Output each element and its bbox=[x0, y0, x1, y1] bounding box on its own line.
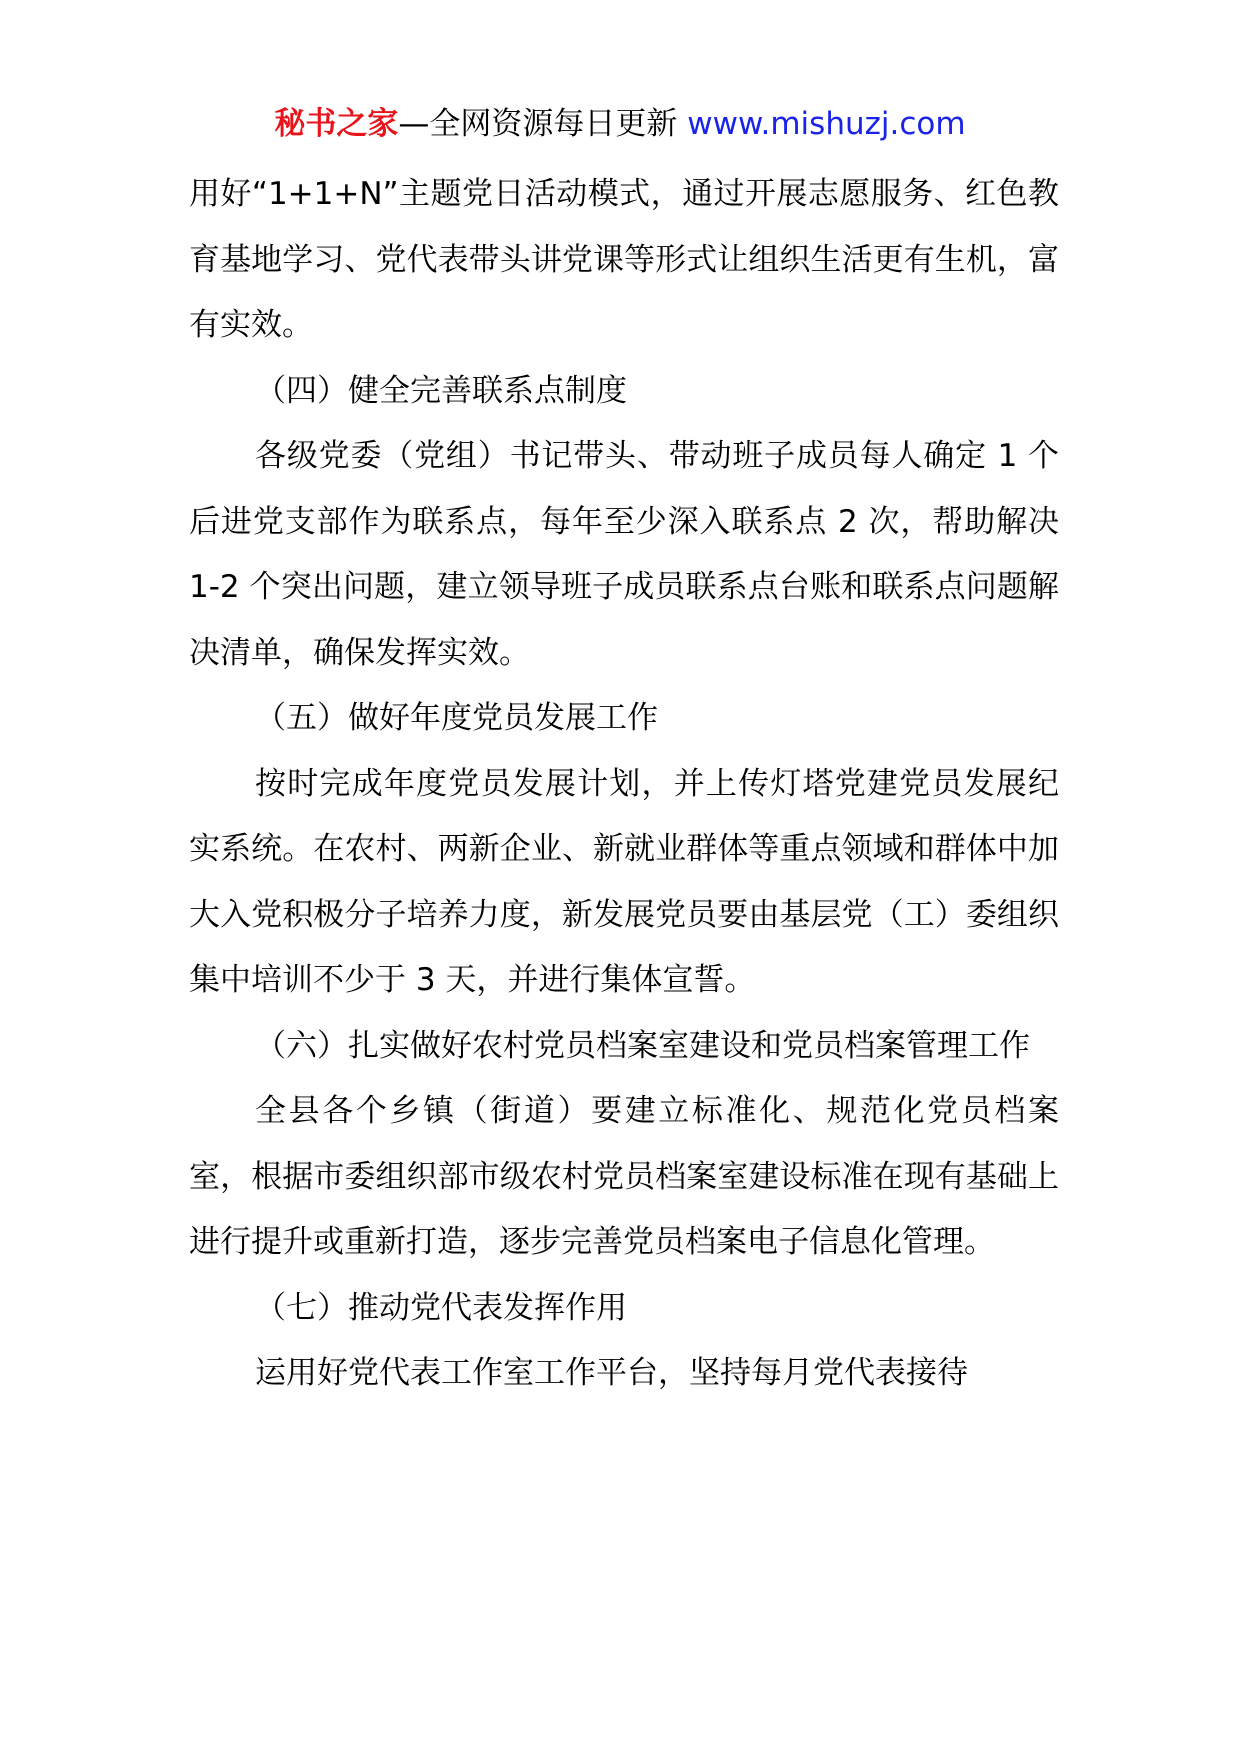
page-header bbox=[0, 102, 1240, 146]
paragraph-continuation: 用好“1+1+N”主题党日活动模式，通过开展志愿服务、红色教育基地学习、党代表带头讲党课等形式让组织生活更有生机，富有实效。 bbox=[189, 176, 1059, 343]
paragraph-contact-points: 各级党委（党组）书记带头、带动班子成员每人确定 1 个后进党支部作为联系点，每年至少深入联系点 2 次，帮助解决 1-2 个突出问题，建立领导班子成员联系点台账和联系点问题解决清单，确保发挥实效。 bbox=[189, 438, 1059, 671]
paragraph-member-development: 按时完成年度党员发展计划，并上传灯塔党建党员发展纪实系统。在农村、两新企业、新就业群体等重点领域和群体中加大入党积极分子培养力度，新发展党员要由基层党（工）委组织集中培训不少于 3 天，并进行集体宣誓。 bbox=[189, 765, 1059, 998]
paragraph-representatives: 运用好党代表工作室工作平台，坚持每月党代表接待 bbox=[255, 1355, 968, 1391]
section-heading-7: （七）推动党代表发挥作用 bbox=[255, 1289, 627, 1326]
site-url-link[interactable]: www.mishuzj.com bbox=[687, 106, 966, 142]
brand-name: 秘书之家 bbox=[274, 106, 399, 142]
section-heading-5: （五）做好年度党员发展工作 bbox=[255, 700, 658, 736]
document-body bbox=[189, 162, 1059, 1407]
section-heading-4: （四）健全完善联系点制度 bbox=[255, 372, 627, 409]
section-heading-6: （六）扎实做好农村党员档案室建设和党员档案管理工作 bbox=[255, 1027, 1030, 1064]
paragraph-archives: 全县各个乡镇（街道）要建立标准化、规范化党员档案室，根据市委组织部市级农村党员档案室建设标准在现有基础上进行提升或重新打造，逐步完善党员档案电子信息化管理。 bbox=[189, 1093, 1059, 1260]
header-tagline: —全网资源每日更新 bbox=[398, 106, 688, 142]
